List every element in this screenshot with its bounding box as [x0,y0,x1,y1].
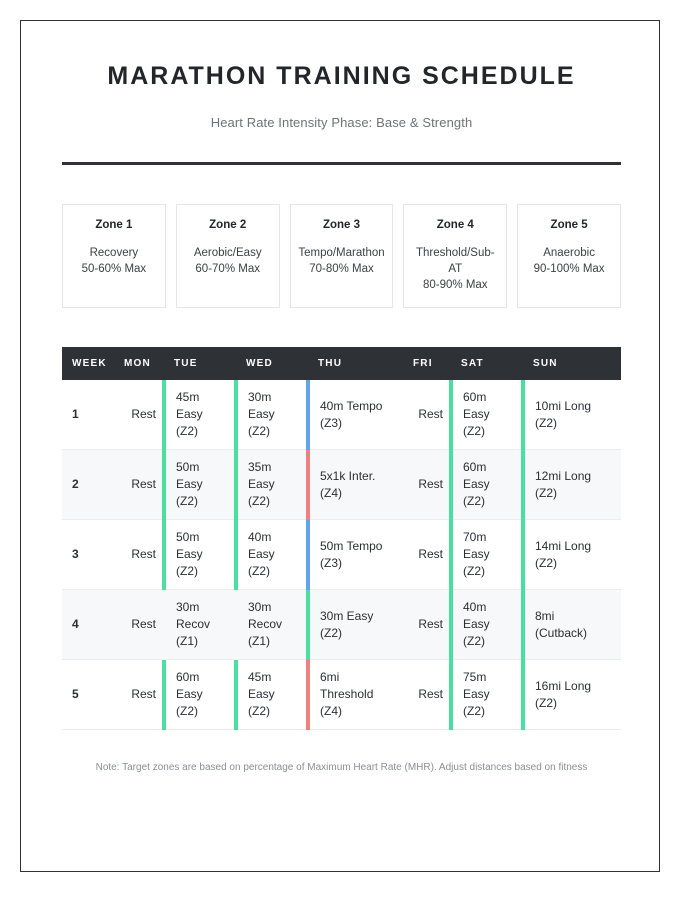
cell-sun [523,380,621,450]
cell-sat [451,380,523,450]
workout-zone: (Cutback) [535,625,588,640]
workout-line: 60m [176,670,200,685]
workout-line: Easy [248,477,275,492]
column-header-sun: SUN [523,347,621,380]
workout-line: Easy [463,687,490,702]
cell-mon: Rest [131,407,156,422]
zone-card-desc: Anaerobic [543,246,595,259]
workout-line: Easy [176,547,203,562]
cell-fri: Rest [418,617,443,632]
cell-fri: Rest [418,687,443,702]
cell-wed [236,450,308,520]
cell-tue [164,380,236,450]
zone-card-name: Zone 1 [95,219,133,231]
cell-fri: Rest [418,407,443,422]
zone-card-range: 70-80% Max [309,262,374,275]
workout-line: 40m [248,530,272,545]
cell-thu [308,660,403,730]
header-divider [62,162,621,165]
table-row [62,590,621,660]
table-row [62,380,621,450]
workout-zone: (Z2) [248,494,270,509]
cell-tue [164,520,236,590]
cell-fri: Rest [418,547,443,562]
column-header-thu: THU [308,347,403,380]
cell-tue [164,660,236,730]
week-number: 3 [72,547,79,562]
workout-zone: (Z2) [535,555,557,570]
column-header-sat: SAT [451,347,523,380]
workout-zone: (Z2) [535,485,557,500]
workout-zone: (Z2) [176,494,198,509]
cell-wed [236,590,308,660]
workout-line: Easy [176,407,203,422]
footer-note: Note: Target zones are based on percentage of Maximum Heart Rate (MHR). Adjust distances based on fitness [95,762,588,774]
cell-sun [523,590,621,660]
workout-line: 50m Tempo [320,538,383,553]
workout-line: Easy [248,687,275,702]
workout-zone: (Z4) [320,704,342,719]
workout-zone: (Z2) [248,704,270,719]
workout-zone: (Z3) [320,415,342,430]
document-content [62,61,621,775]
zone-card-range: 80-90% Max [423,278,488,291]
cell-fri: Rest [418,477,443,492]
workout-zone: (Z1) [248,634,270,649]
zone-card-desc: Recovery [89,246,139,259]
schedule-table-body [62,380,621,730]
workout-line: 50m [176,530,200,545]
workout-line: 40m [463,600,487,615]
workout-line: Easy [463,407,490,422]
workout-line: 8mi [535,608,555,623]
workout-line: Recov [248,617,283,632]
column-header-tue: TUE [164,347,236,380]
cell-wed [236,380,308,450]
cell-sat [451,450,523,520]
column-header-wed: WED [236,347,308,380]
workout-zone: (Z4) [320,485,342,500]
workout-line: 10mi Long [535,398,592,413]
workout-zone: (Z2) [535,695,557,710]
workout-zone: (Z2) [248,564,270,579]
zone-card-name: Zone 2 [209,219,247,231]
cell-mon: Rest [131,687,156,702]
cell-sat [451,660,523,730]
workout-line: Easy [463,477,490,492]
workout-line: Recov [176,617,211,632]
workout-line: 45m [176,390,200,404]
document-page-frame [20,20,660,872]
column-header-fri: FRI [403,347,451,380]
zone-card-name: Zone 3 [322,219,361,231]
workout-line: 45m [248,670,272,685]
zone-card-desc: Tempo/Marathon [298,246,385,259]
workout-line: 12mi Long [535,468,592,483]
workout-zone: (Z2) [463,704,485,719]
workout-line: 6mi [320,670,340,685]
workout-line: 30m [248,390,272,404]
workout-line: Easy [248,407,275,422]
schedule-table-head [62,347,621,380]
zone-card-range: 60-70% Max [195,262,260,275]
workout-zone: (Z2) [463,564,485,579]
workout-line: Easy [463,617,490,632]
workout-line: 30m [248,600,272,615]
workout-line: Easy [248,547,275,562]
week-number: 1 [72,407,79,422]
week-number: 2 [72,477,79,492]
column-header-mon: MON [114,347,164,380]
workout-zone: (Z2) [320,625,342,640]
zone-card-range: 90-100% Max [533,262,605,275]
workout-zone: (Z3) [320,555,342,570]
page-subtitle: Heart Rate Intensity Phase: Base & Strength [210,115,473,130]
cell-sun [523,520,621,590]
cell-wed [236,520,308,590]
workout-line: Threshold [320,687,374,702]
workout-line: 60m [463,460,487,475]
workout-line: 75m [463,670,487,685]
week-number: 5 [72,687,79,702]
table-row [62,520,621,590]
workout-zone: (Z2) [248,424,270,439]
table-row [62,450,621,520]
workout-line: 16mi Long [535,678,592,693]
zone-card-range: 50-60% Max [81,262,147,275]
zone-legend [62,204,621,308]
zone-card-2 [176,204,280,308]
workout-line: 5x1k Inter. [320,468,376,483]
workout-line: 35m [248,460,272,475]
workout-line: Easy [176,477,203,492]
workout-line: 70m [463,530,487,545]
workout-line: 60m [463,390,487,404]
workout-zone: (Z2) [535,415,557,430]
cell-tue [164,450,236,520]
cell-sun [523,660,621,730]
zone-card-4 [403,204,507,308]
cell-thu [308,520,403,590]
zone-card-5 [517,204,621,308]
workout-zone: (Z2) [463,634,485,649]
workout-zone: (Z2) [176,564,198,579]
workout-line: Easy [176,687,203,702]
cell-wed [236,660,308,730]
zone-card-3 [290,204,394,308]
workout-line: Easy [463,547,490,562]
cell-thu [308,450,403,520]
workout-zone: (Z1) [176,634,198,649]
workout-zone: (Z2) [176,704,198,719]
cell-sat [451,590,523,660]
zone-card-name: Zone 5 [550,219,588,231]
cell-thu [308,380,403,450]
cell-sun [523,450,621,520]
zone-card-1 [62,204,166,308]
column-header-week: WEEK [62,347,114,380]
workout-zone: (Z2) [176,424,198,439]
cell-mon: Rest [131,547,156,562]
schedule-table [62,347,621,731]
workout-line: 30m [176,600,200,615]
cell-mon: Rest [131,617,156,632]
table-row [62,660,621,730]
workout-line: 40m Tempo [320,398,383,413]
workout-line: 14mi Long [535,538,592,553]
zone-card-name: Zone 4 [436,219,474,231]
workout-zone: (Z2) [463,494,485,509]
cell-tue [164,590,236,660]
schedule-table-wrapper [62,347,621,731]
page-title: MARATHON TRAINING SCHEDULE [107,62,576,90]
zone-card-desc: Aerobic/Easy [193,246,262,259]
cell-mon: Rest [131,477,156,492]
cell-thu [308,590,403,660]
week-number: 4 [72,617,79,632]
zone-card-desc: Threshold/Sub-AT [415,246,495,275]
workout-line: 30m Easy [320,608,374,623]
workout-zone: (Z2) [463,424,485,439]
workout-line: 50m [176,460,200,475]
table-header-row [62,347,621,380]
cell-sat [451,520,523,590]
